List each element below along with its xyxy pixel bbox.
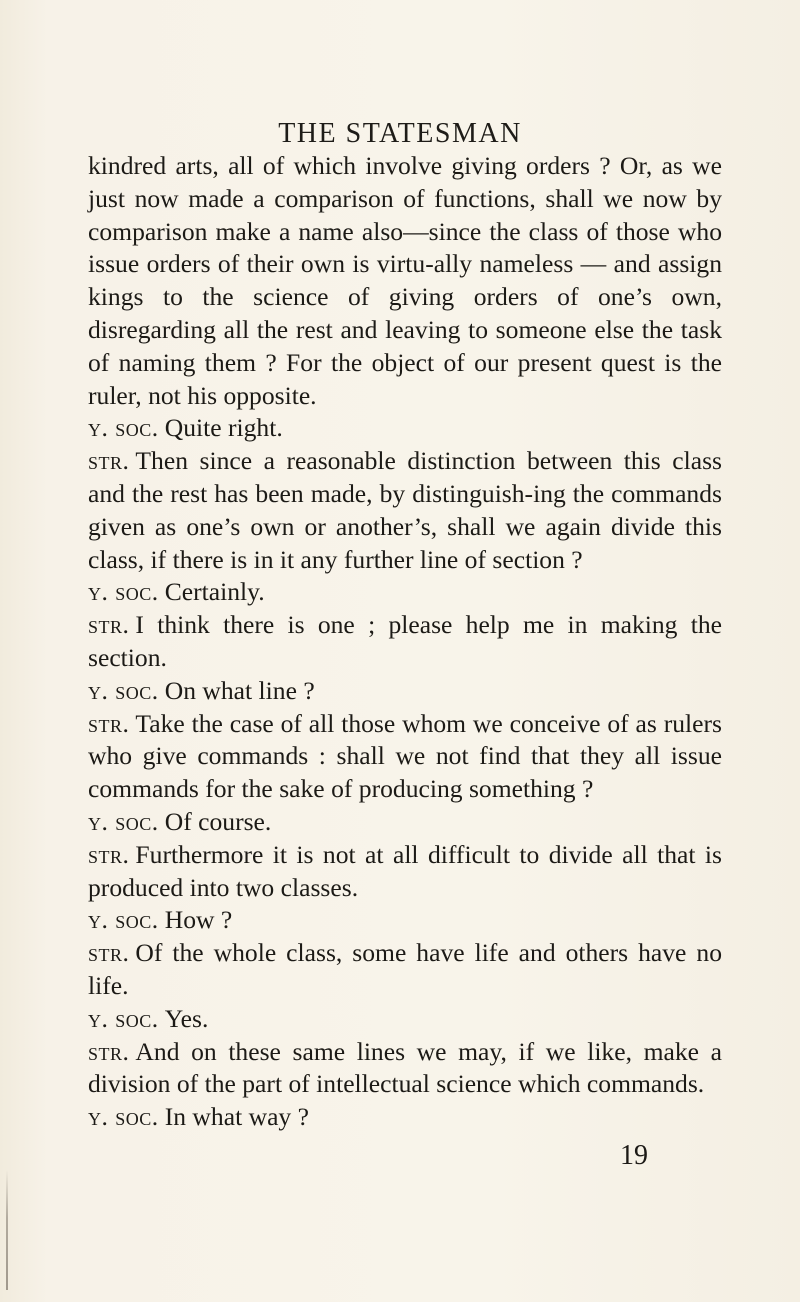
paragraph-text: Certainly.	[164, 577, 265, 607]
paragraph	[88, 839, 722, 905]
speaker-label: y. soc.	[88, 413, 159, 443]
paragraph-text: Of the whole class, some have life and others have no life.	[88, 938, 722, 1000]
paragraph	[88, 904, 722, 937]
paragraph	[88, 1101, 722, 1134]
page-number: 19	[620, 1140, 648, 1171]
paragraph-text: Yes.	[164, 1003, 209, 1033]
paragraph	[88, 445, 722, 576]
paragraph	[88, 1003, 722, 1036]
speaker-label: y. soc.	[88, 675, 159, 705]
paragraph	[88, 675, 722, 708]
binding-shadow	[6, 1170, 8, 1290]
paragraph-text: kindred arts, all of which involve giving orders ? Or, as we just now made a comparison of functions, shall we now by comparison make a name also—since the class of those who issue orders of their own is virtu-ally nameless — and assign kings to the science of giving orders of one’s own, disregarding all the rest and leaving to someone else the task of naming them ? For the object of our present quest is the ruler, not his opposite.	[88, 151, 722, 410]
dialogue-text	[88, 150, 722, 1134]
paragraph	[88, 150, 722, 412]
paragraph	[88, 412, 722, 445]
speaker-label: y. soc.	[88, 905, 159, 935]
speaker-label: str.	[88, 839, 130, 869]
paragraph	[88, 1036, 722, 1102]
paragraph-text: I think there is one ; please help me in making the section.	[88, 610, 722, 672]
speaker-label: str.	[88, 708, 130, 738]
paragraph-text: Take the case of all those whom we conceive of as rulers who give commands : shall we not find that they all issue commands for the sake of producing something ?	[88, 708, 722, 804]
paragraph-text: Quite right.	[164, 413, 283, 443]
speaker-label: str.	[88, 610, 130, 640]
paragraph-text: Of course.	[164, 806, 272, 836]
paragraph	[88, 937, 722, 1003]
speaker-label: y. soc.	[88, 1102, 159, 1132]
speaker-label: str.	[88, 938, 130, 968]
paragraph-text: In what way ?	[164, 1102, 309, 1132]
speaker-label: y. soc.	[88, 1003, 159, 1033]
speaker-label: y. soc.	[88, 806, 159, 836]
paragraph-text: Then since a reasonable distinction between this class and the rest has been made, by distinguish-ing the commands given as one’s own or another’s, shall we again divide this class, if there is in it any further line of section ?	[88, 446, 722, 574]
paragraph	[88, 806, 722, 839]
paragraph-text: Furthermore it is not at all difficult to divide all that is produced into two classes.	[88, 839, 722, 902]
running-head: THE STATESMAN	[278, 118, 522, 149]
paragraph-text: On what line ?	[164, 675, 315, 705]
paragraph	[88, 576, 722, 609]
paragraph-text: How ?	[164, 905, 233, 935]
paragraph-text: And on these same lines we may, if we like, make a division of the part of intellectual science which commands.	[88, 1036, 722, 1099]
paragraph	[88, 708, 722, 806]
speaker-label: str.	[88, 446, 130, 476]
speaker-label: y. soc.	[88, 577, 159, 607]
speaker-label: str.	[88, 1036, 130, 1066]
paragraph	[88, 609, 722, 675]
